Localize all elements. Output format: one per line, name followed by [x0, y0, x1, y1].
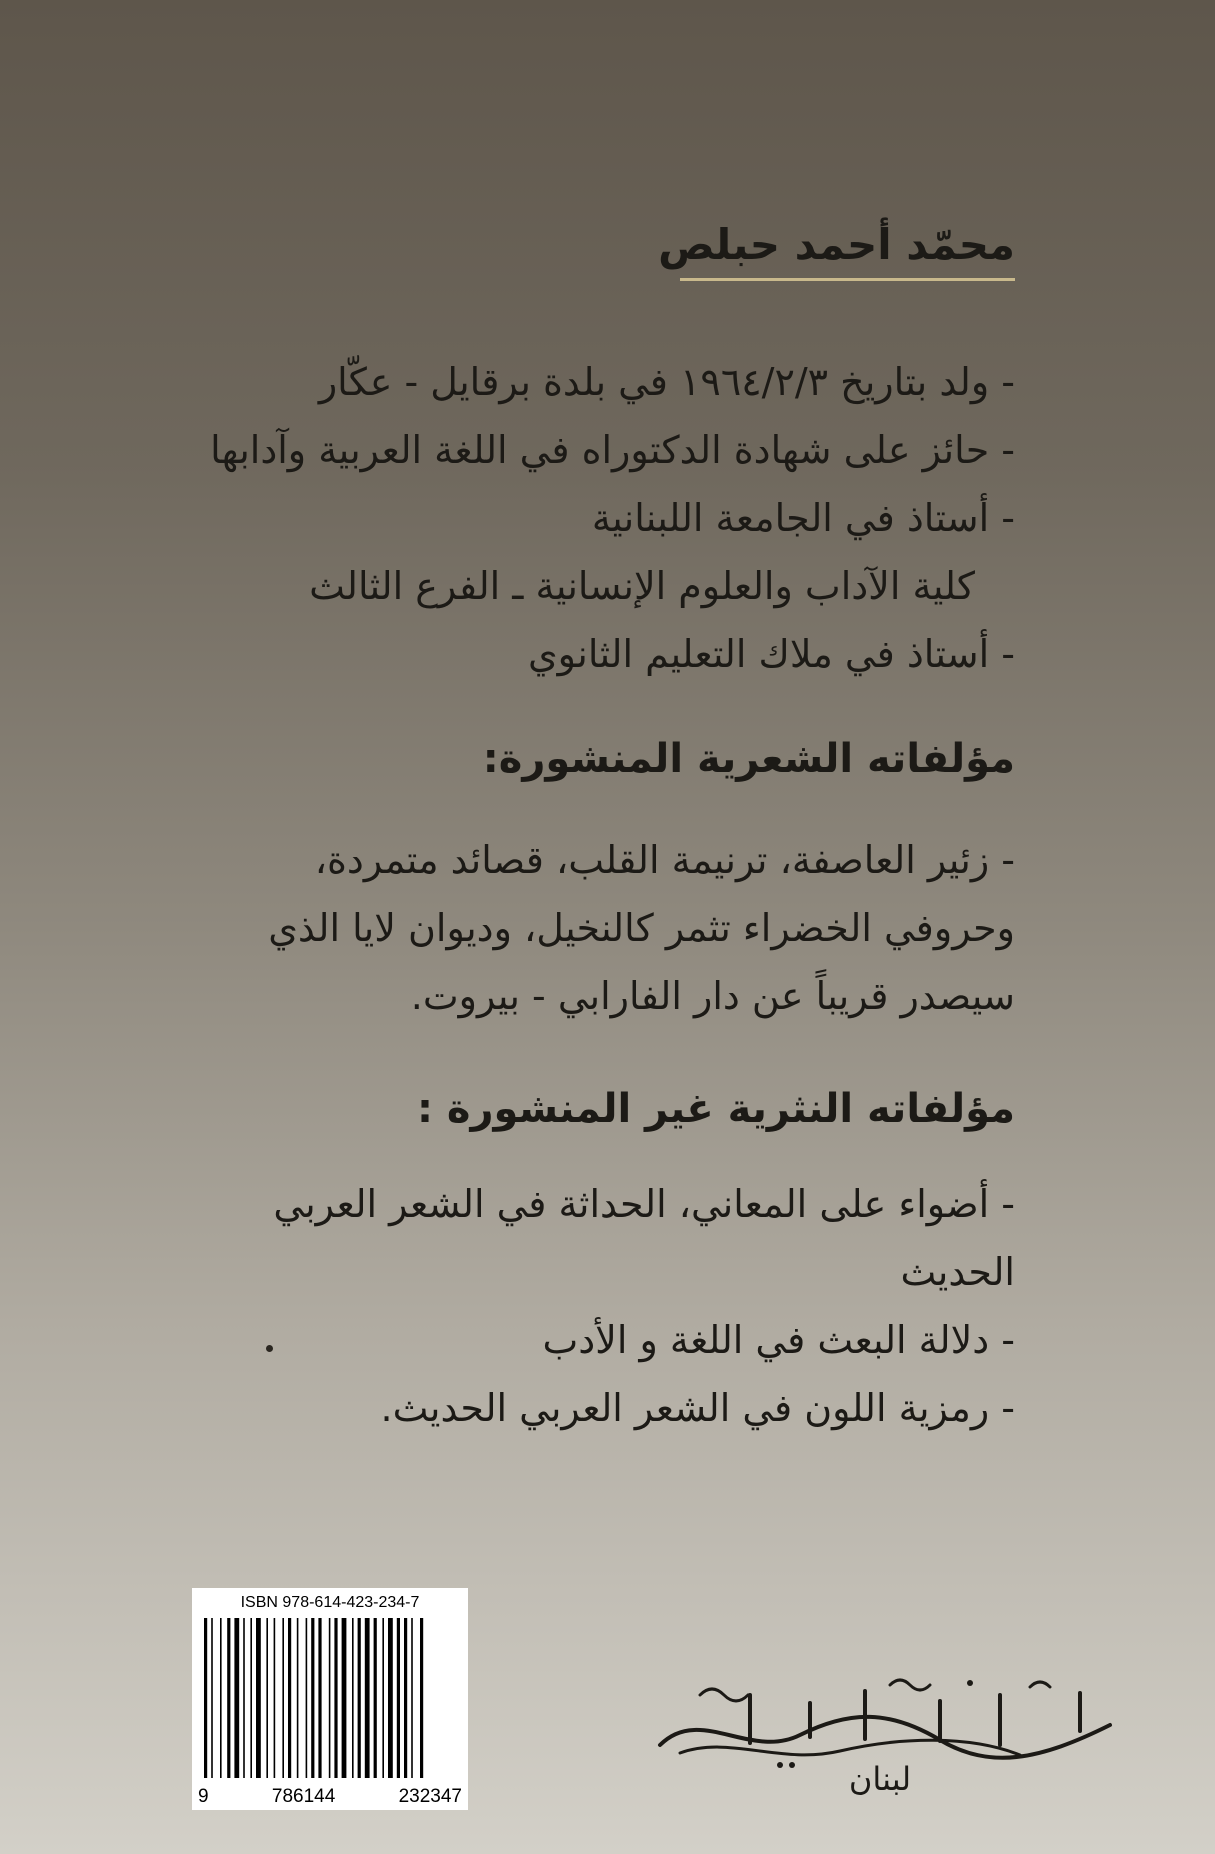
bio-line-doctorate: - حائز على شهادة الدكتوراه في اللغة العربية وآدابها — [210, 428, 1015, 472]
barcode-bar — [334, 1618, 337, 1778]
isbn-digit-prefix: 9 — [198, 1786, 209, 1807]
poetry-paragraph — [175, 826, 1015, 1030]
barcode-bar — [342, 1618, 347, 1778]
bio-line-birth: - ولد بتاريخ ١٩٦٤/٢/٣ في بلدة برقايل - عكّار — [318, 360, 1015, 404]
barcode-bar — [311, 1618, 314, 1778]
barcode-bar — [365, 1618, 370, 1778]
author-bio — [175, 348, 1015, 688]
barcode-bar — [329, 1618, 331, 1778]
barcode-bars — [204, 1618, 456, 1778]
prose-heading: مؤلفاته النثرية غير المنشورة : — [416, 1086, 1015, 1132]
poetry-line: سيصدر قريباً عن دار الفارابي - بيروت. — [410, 974, 1015, 1018]
publisher-country: لبنان — [848, 1760, 912, 1798]
title-underline — [680, 278, 1015, 281]
barcode-bar — [288, 1618, 291, 1778]
barcode-bar — [211, 1618, 213, 1778]
barcode-bar — [234, 1618, 239, 1778]
barcode-bar — [282, 1618, 284, 1778]
barcode-bar — [352, 1618, 354, 1778]
barcode-bar — [382, 1618, 384, 1778]
barcode-bar — [374, 1618, 377, 1778]
isbn-digits — [198, 1786, 462, 1808]
barcode-bar — [266, 1618, 268, 1778]
barcode-bar — [388, 1618, 393, 1778]
barcode-bar — [411, 1618, 413, 1778]
prose-item: - رمزية اللون في الشعر العربي الحديث. — [380, 1386, 1015, 1430]
isbn-label: ISBN 978-614-423-234-7 — [240, 1594, 420, 1611]
barcode-bar — [404, 1618, 407, 1778]
poetry-heading: مؤلفاته الشعرية المنشورة: — [482, 736, 1015, 782]
barcode-bar — [274, 1618, 276, 1778]
prose-item: - دلالة البعث في اللغة و الأدب — [542, 1318, 1015, 1362]
bio-line-university: - أستاذ في الجامعة اللبنانية — [591, 496, 1015, 540]
prose-item: - أضواء على المعاني، الحداثة في الشعر العربي الحديث — [273, 1182, 1015, 1294]
print-speck — [266, 1345, 273, 1352]
poetry-line: - زئير العاصفة، ترنيمة القلب، قصائد متمردة، — [314, 838, 1015, 882]
barcode-bar — [358, 1618, 361, 1778]
barcode-bar — [420, 1618, 423, 1778]
isbn-digit-group-2: 232347 — [398, 1786, 462, 1807]
barcode-bar — [306, 1618, 308, 1778]
barcode-bar — [397, 1618, 400, 1778]
barcode-bar — [297, 1618, 299, 1778]
poetry-line: وحروفي الخضراء تثمر كالنخيل، وديوان لايا الذي — [268, 906, 1015, 950]
bio-line-faculty: كلية الآداب والعلوم الإنسانية ـ الفرع الثالث — [309, 564, 975, 608]
barcode-bar — [220, 1618, 222, 1778]
barcode-bar — [227, 1618, 230, 1778]
barcode-bar — [256, 1618, 261, 1778]
prose-list — [175, 1170, 1015, 1442]
isbn-barcode — [192, 1588, 468, 1810]
author-name: محمّد أحمد حبلص — [658, 220, 1015, 269]
barcode-bar — [243, 1618, 245, 1778]
barcode-bar — [204, 1618, 207, 1778]
isbn-digit-group-1: 786144 — [271, 1786, 336, 1807]
barcode-bar — [250, 1618, 252, 1778]
bio-line-secondary: - أستاذ في ملاك التعليم الثانوي — [527, 632, 1015, 676]
barcode-bar — [318, 1618, 321, 1778]
publisher-logo — [640, 1665, 1130, 1775]
